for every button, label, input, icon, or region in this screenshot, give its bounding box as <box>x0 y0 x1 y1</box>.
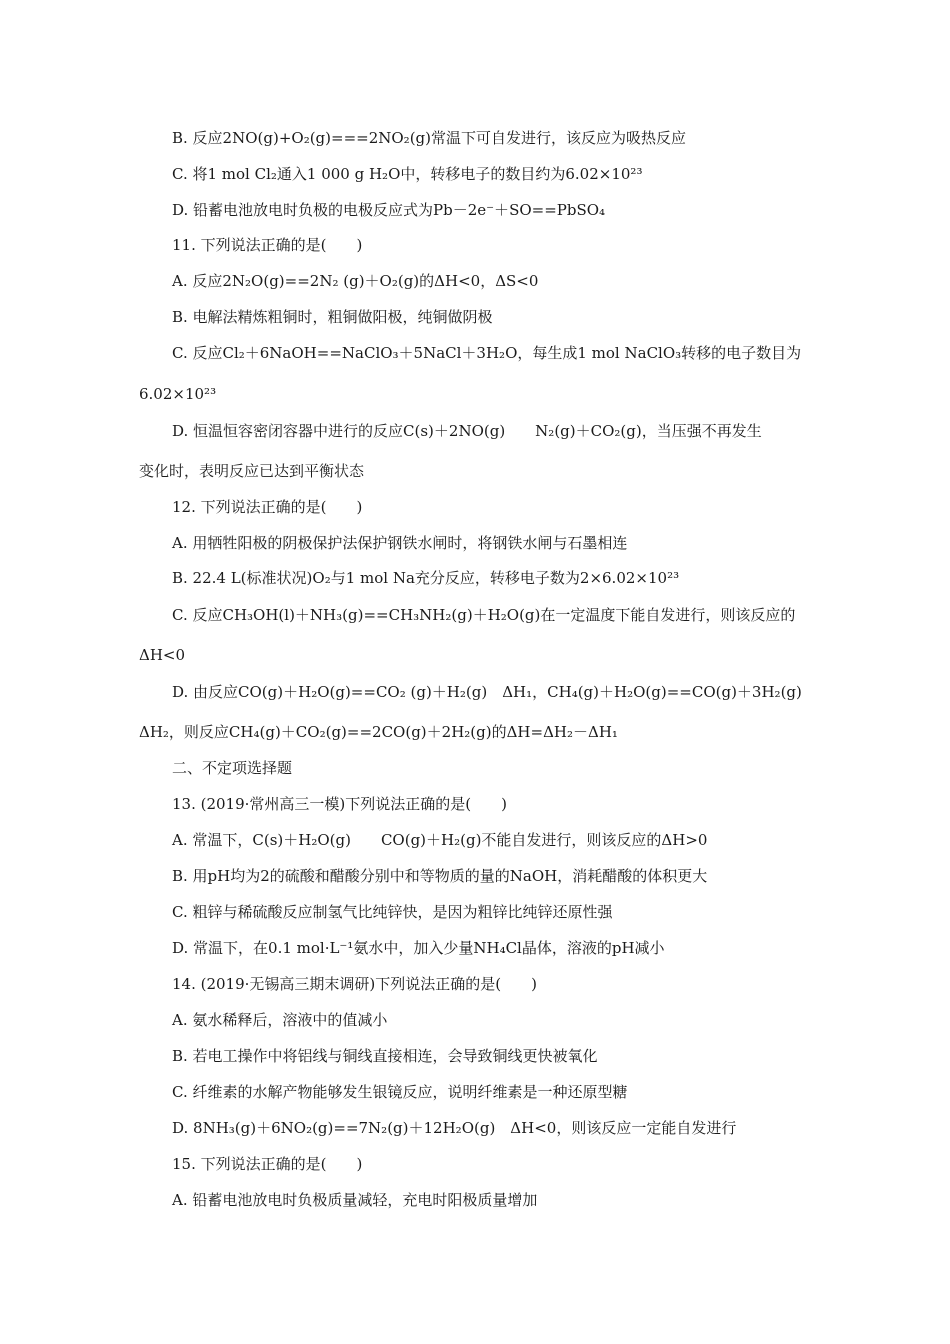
text-line: A. 反应2N₂O(g)==2N₂ (g)＋O₂(g)的ΔH<0，ΔS<0 <box>172 272 539 290</box>
text-line: C. 将1 mol Cl₂通入1 000 g H₂O中，转移电子的数目约为6.02×10²³ <box>172 165 643 183</box>
text-line: B. 用pH均为2的硫酸和醋酸分别中和等物质的量的NaOH，消耗醋酸的体积更大 <box>172 867 708 885</box>
text-line: C. 反应CH₃OH(l)＋NH₃(g)==CH₃NH₂(g)＋H₂O(g)在一定温度下能自发进行，则该反应的 <box>172 606 796 624</box>
text-line: ΔH<0 <box>139 646 186 664</box>
text-line: A. 用牺牲阳极的阴极保护法保护钢铁水闸时，将钢铁水闸与石墨相连 <box>172 534 628 552</box>
text-line: C. 纤维素的水解产物能够发生银镜反应，说明纤维素是一种还原型糖 <box>172 1083 628 1101</box>
question-title: 14. (2019·无锡高三期末调研)下列说法正确的是( ) <box>172 975 537 993</box>
text-line: A. 常温下，C(s)＋H₂O(g) CO(g)＋H₂(g)不能自发进行，则该反应的ΔH>0 <box>172 831 708 849</box>
text-line: C. 反应Cl₂＋6NaOH==NaClO₃＋5NaCl＋3H₂O，每生成1 mol NaClO₃转移的电子数目为 <box>172 344 802 362</box>
text-line: B. 反应2NO(g)+O₂(g)===2NO₂(g)常温下可自发进行，该反应为吸热反应 <box>172 129 687 147</box>
text-line: B. 若电工操作中将铝线与铜线直接相连，会导致铜线更快被氧化 <box>172 1047 598 1065</box>
text-line: D. 常温下，在0.1 mol·L⁻¹氨水中，加入少量NH₄Cl晶体，溶液的pH减小 <box>172 939 665 957</box>
text-line: 变化时，表明反应已达到平衡状态 <box>139 462 365 480</box>
text-line: A. 氨水稀释后，溶液中的值减小 <box>172 1011 388 1029</box>
text-line: D. 恒温恒容密闭容器中进行的反应C(s)＋2NO(g) N₂(g)＋CO₂(g)，当压强不再发生 <box>172 422 762 440</box>
text-line: B. 电解法精炼粗铜时，粗铜做阳极，纯铜做阴极 <box>172 308 493 326</box>
text-line: D. 8NH₃(g)＋6NO₂(g)==7N₂(g)＋12H₂O(g) ΔH<0，则该反应一定能自发进行 <box>172 1119 737 1137</box>
question-title: 13. (2019·常州高三一模)下列说法正确的是( ) <box>172 795 507 813</box>
question-title: 11. 下列说法正确的是( ) <box>172 236 363 254</box>
text-line: D. 由反应CO(g)＋H₂O(g)==CO₂ (g)＋H₂(g) ΔH₁，CH₄(g)＋H₂O(g)==CO(g)＋3H₂(g) <box>172 683 802 701</box>
question-title: 12. 下列说法正确的是( ) <box>172 498 363 516</box>
text-line: D. 铅蓄电池放电时负极的电极反应式为Pb－2e⁻＋SO==PbSO₄ <box>172 201 606 219</box>
question-title: 15. 下列说法正确的是( ) <box>172 1155 363 1173</box>
text-line: ΔH₂，则反应CH₄(g)＋CO₂(g)==2CO(g)＋2H₂(g)的ΔH=ΔH₂－ΔH₁ <box>139 723 618 741</box>
text-line: A. 铅蓄电池放电时负极质量减轻，充电时阳极质量增加 <box>172 1191 538 1209</box>
text-line: 6.02×10²³ <box>139 385 217 403</box>
text-line: B. 22.4 L(标准状况)O₂与1 mol Na充分反应，转移电子数为2×6.02×10²³ <box>172 569 680 587</box>
text-line: C. 粗锌与稀硫酸反应制氢气比纯锌快，是因为粗锌比纯锌还原性强 <box>172 903 613 921</box>
section-heading: 二、不定项选择题 <box>172 759 293 777</box>
